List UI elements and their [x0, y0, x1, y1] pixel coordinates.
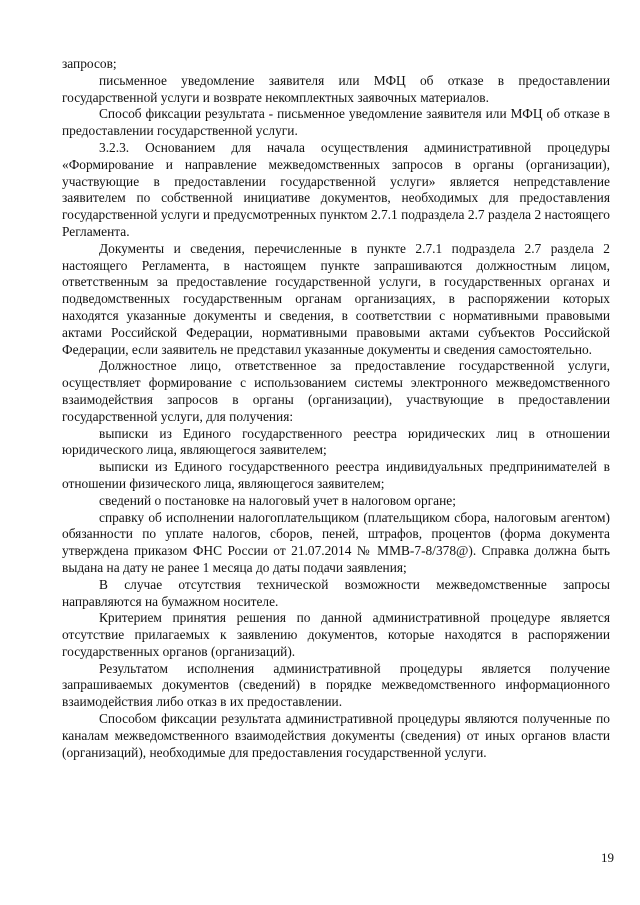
paragraph: Результатом исполнения административной процедуры является получение запрашиваемых документов (сведений) в порядке межведомственного информационного взаимодействия либо отказ в их предоставлении. — [62, 660, 610, 710]
paragraph: 3.2.3. Основанием для начала осуществления административной процедуры «Формирование и направление межведомственных запросов в органы (организации), участвующие в предоставлении государственной услуги» является непредставление заявителем по собственной инициативе документов, необходимых для предоставления государственной услуги и предусмотренных пунктом 2.7.1 подраздела 2.7 раздела 2 настоящего Регламента. — [62, 139, 610, 239]
paragraph: Способ фиксации результата - письменное уведомление заявителя или МФЦ об отказе в предоставлении государственной услуги. — [62, 106, 610, 139]
paragraph: Документы и сведения, перечисленные в пункте 2.7.1 подраздела 2.7 раздела 2 настоящего Регламента, в настоящем пункте запрашиваются должностным лицом, ответственным за предоставление государственной услуги, в государственных органах и подведомственных государственным органам организациях, в распоряжении которых находятся указанные документы и сведения, в соответствии с нормативными правовыми актами Российской Федерации, нормативными правовыми актами субъектов Российской Федерации, если заявитель не представил указанные документы и сведения самостоятельно. — [62, 240, 610, 357]
paragraph: Способом фиксации результата административной процедуры являются полученные по каналам межведомственного взаимодействия документы (сведения) от иных органов власти (организаций), необходимые для предоставления государственной услуги. — [62, 711, 610, 760]
paragraph: Должностное лицо, ответственное за предоставление государственной услуги, осуществляет формирование с использованием системы электронного межведомственного взаимодействия запросов в органы (организации), участвующие в предоставлении государственной услуги, для получения: — [62, 358, 610, 424]
paragraph: справку об исполнении налогоплательщиком (плательщиком сбора, налоговым агентом) обязанности по уплате налогов, сборов, пеней, штрафов, процентов (форма документа утверждена приказом ФНС России от 21.07.2014 № ММВ-7-8/378@). Справка должна быть выдана на дату не ранее 1 месяца до даты подачи заявления; — [62, 509, 610, 575]
paragraph: письменное уведомление заявителя или МФЦ об отказе в предоставлении государственной услуги и возврате некомплектных заявочных материалов. — [62, 72, 610, 105]
paragraph: выписки из Единого государственного реестра юридических лиц в отношении юридического лица, являющегося заявителем; — [62, 425, 610, 458]
paragraph: В случае отсутствия технической возможности межведомственные запросы направляются на бумажном носителе. — [62, 576, 610, 609]
page-number: 19 — [601, 850, 614, 865]
paragraph: сведений о постановке на налоговый учет в налоговом органе; — [99, 492, 456, 508]
paragraph: запросов; — [62, 56, 117, 71]
paragraph: выписки из Единого государственного реестра индивидуальных предпринимателей в отношении физического лица, являющегося заявителем; — [62, 459, 610, 491]
document-body — [62, 56, 610, 761]
paragraph: Критерием принятия решения по данной административной процедуре является отсутствие прилагаемых к заявлению документов, которые находятся в распоряжении государственных органов (организаций). — [62, 610, 610, 659]
